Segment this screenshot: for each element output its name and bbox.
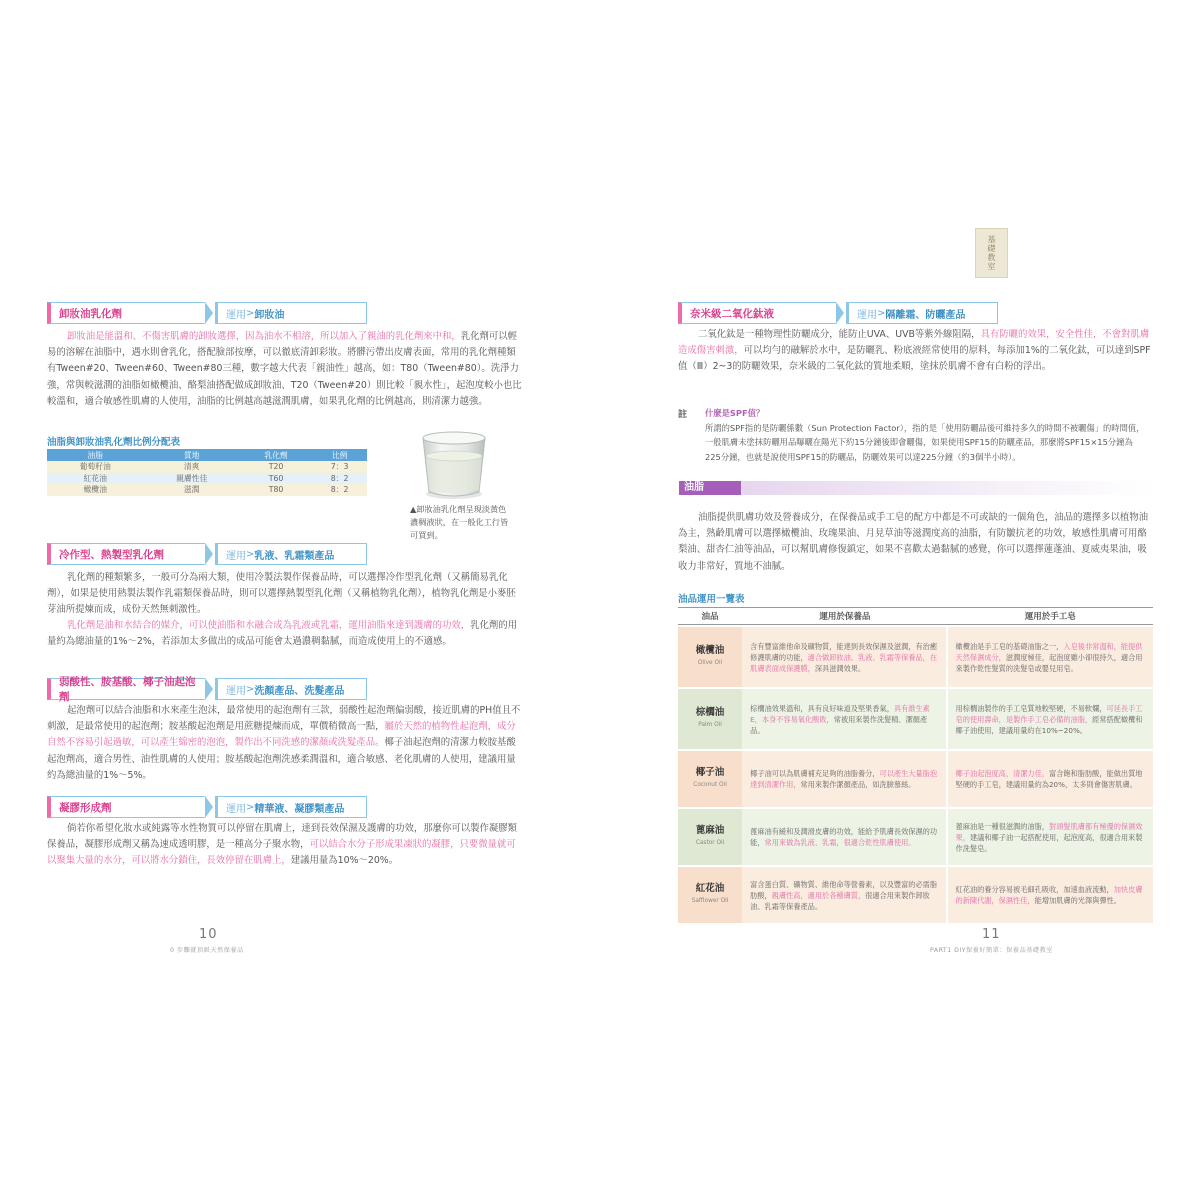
paragraph-titanium: 二氧化鈦是一種物理性防曬成分，能防止UVA、UVB等紫外線阻隔，具有防曬的效果，安全性佳，不會對肌膚造成傷害刺激，可以均勻的融解於水中，是防曬乳、粉底液經常使用的原料，每添加1%的二氧化鈦，可以達到SPF值（Ⅲ）2~3的防曬效果，奈米級的二氧化鈦的質地柔順，塗抹於肌膚不會有白粉的浮出。	[678, 329, 1151, 373]
mix-col-emulsifier: 乳化劑	[240, 449, 312, 461]
section-header-foaming	[47, 676, 367, 703]
table-row: 紅花油 親膚性佳 T60 8：2	[47, 473, 367, 485]
oil-name-zh: 紅花油	[695, 883, 725, 894]
oil-name-en: Palm Oil	[698, 722, 722, 728]
mix-col-ratio: 比例	[312, 449, 367, 461]
table-row	[678, 689, 1153, 749]
table-row: 橄欖油 滋潤 T80 8：2	[47, 484, 367, 496]
section-title: 凝膠形成劑	[47, 796, 205, 818]
oil-soap-cell: 蓖麻油是一種很滋潤的油脂，對頭髮肌膚都有極優的保濕效果，建議和椰子油一起搭配使用，起泡度高，很適合用來製作洗髮皂。	[948, 809, 1153, 865]
oil-name-zh: 椰子油	[695, 767, 725, 778]
paragraph-emulsifier-1: 乳化劑的種類繁多，一般可分為兩大類，使用冷製法製作保養品時，可以選擇冷作型乳化劑（又稱簡易乳化劑），如果是使用熱製法製作乳霜類保養品時，則可以選擇熱製型乳化劑（又稱植物乳化劑），植物乳化劑是小麥胚芽油所提煉而成，成份天然無刺激性。	[47, 572, 516, 616]
oil-care-cell: 富含蛋白質、礦物質、維他命等營養素，以及豐富的必需脂肪酸，親膚性高，適用於各種膚質，很適合用來製作卸妝油、乳霜等保養產品。	[742, 867, 947, 923]
arrow-icon	[205, 302, 213, 324]
section-title: 弱酸性、胺基酸、椰子油起泡劑	[47, 678, 205, 700]
oil-section-band	[679, 481, 1153, 495]
running-footer: PART1 DIY保養好簡單：保養品基礎教室	[930, 947, 1053, 954]
section-use: 運用 > 乳液、乳霜類產品	[215, 543, 367, 565]
section-title: 冷作型、熱製型乳化劑	[47, 543, 205, 565]
mix-table	[47, 449, 367, 496]
table-row	[678, 809, 1153, 865]
oil-name-en: Safflower Oil	[691, 898, 729, 904]
mix-col-oil: 油脂	[47, 449, 143, 461]
section-use: 運用 > 洗顏產品、洗髮產品	[215, 678, 367, 700]
arrow-icon	[205, 543, 213, 565]
oil-col-care: 運用於保養品	[742, 607, 947, 625]
oil-table-title: 油品運用一覽表	[678, 594, 745, 605]
section-header-makeup-remover	[47, 302, 367, 324]
paragraph-makeup-remover: 卸妝油是能溫和、不傷害肌膚的卸妝選擇，因為油水不相溶，所以加入了親油的乳化劑來中和，乳化劑可以輕易的溶解在油脂中，遇水則會乳化，搭配臉部按摩，可以徹底清卸彩妝。將髒污帶出皮膚表面，常用的乳化劑種類有Tween#20、Tween#60、Tween#80三種，數字越大代表「親油性」越高，如：T80（Tween#80）。洗淨力強，常與較滋潤的油脂如橄欖油、酪梨油搭配做成卸妝油、T20（Tween#20）則比較「親水性」，起泡度較小也比較溫和，適合敏感性肌膚的人使用，油脂的比例越高越滋潤肌膚，如果乳化劑的比例越高，則清潔力越強。	[47, 331, 522, 407]
oil-care-cell: 棕櫚油效果溫和，具有良好味道及堅果香氣，具有維生素E，本身不容易氧化酸敗，常被用來製作洗髮精、潔顏產品。	[742, 689, 947, 749]
running-footer: 0 步驟就頂級天然保養品	[170, 947, 244, 954]
paragraph-emulsifier-2: 乳化劑是油和水結合的媒介，可以使油脂和水融合成為乳液或乳霜，運用油脂來達到護膚的功效，乳化劑的用量約為總油量的1%～2%，若添加太多做出的成品可能會太過濃稠黏膩，而造成使用上的不適感。	[47, 620, 518, 648]
section-title: 卸妝油乳化劑	[47, 302, 205, 324]
section-header-gel	[47, 796, 367, 818]
oil-name-zh: 棕櫚油	[695, 707, 725, 718]
oil-name-cell	[678, 689, 742, 749]
oil-care-cell: 蓖麻油有緩和及潤滑皮膚的功效，能給予肌膚長效保濕的功能，常用來做為乳液、乳霜，很適合乾性肌膚使用。	[742, 809, 947, 865]
arrow-icon	[205, 796, 213, 818]
section-title: 奈米級二氧化鈦液	[678, 302, 836, 324]
section-use: 運用 > 卸妝油	[215, 302, 367, 324]
section-use: 運用 > 精華液、凝膠類產品	[215, 796, 367, 818]
photo-caption: ▲卸妝油乳化劑呈現淡黃色濃稠液狀，在一般化工行皆可買到。	[410, 504, 509, 540]
note-tag: 註	[678, 410, 688, 420]
oil-name-en: Olive Oil	[697, 660, 723, 666]
chapter-tab: 基礎教室	[975, 228, 1008, 278]
arrow-icon	[205, 678, 213, 700]
glass-cup-photo	[415, 428, 493, 500]
oil-name-cell	[678, 627, 742, 687]
page-number: 11	[982, 927, 1001, 942]
oil-table	[678, 605, 1153, 925]
oil-care-cell: 椰子油可以為肌膚補充足夠的油脂養分，可以產生大量脂泡達到清潔作用，常用來製作潔顏產品，如洗臉慕絲。	[742, 751, 947, 807]
paragraph-gel: 倘若你希望化妝水或純露等水性物質可以停留在肌膚上，達到長效保濕及護膚的功效，那麼你可以製作凝膠類保養品，凝膠形成劑又稱為速成透明膠，是一種高分子聚水物，可以結合水分子形成果凍狀的凝膠，只要微量就可以聚集大量的水分，可以將水分鎖住，長效停留在肌膚上，建議用量為10%～20%。	[47, 823, 518, 867]
oil-band-label: 油脂	[679, 481, 741, 495]
oil-name-en: Coconut Oil	[693, 782, 727, 788]
mix-table-title: 油脂與卸妝油乳化劑比例分配表	[47, 437, 181, 448]
table-row	[678, 751, 1153, 807]
oil-name-cell	[678, 751, 742, 807]
section-use: 運用 > 隔離霜、防曬產品	[846, 302, 998, 324]
table-row	[678, 627, 1153, 687]
oil-care-cell: 含有豐富維他命及礦物質，能達到長效保濕及滋潤，有治癒修護肌膚的功能，適合做卸妝油、乳液、乳霜等保養品，在肌膚表面成保護膜，深具滋潤效果。	[742, 627, 947, 687]
oil-soap-cell: 椰子油起泡度高，清潔力佳，富含飽和脂肪酸，能做出質地堅硬的手工皂，建議用量約為20%，太多則會傷害肌膚。	[948, 751, 1153, 807]
table-row	[678, 867, 1153, 923]
section-header-titanium	[678, 302, 998, 324]
note-spf	[705, 406, 1145, 464]
page-number: 10	[199, 927, 218, 942]
oil-name-en: Castor Oil	[695, 840, 725, 846]
paragraph-oil-intro: 油脂提供肌膚功效及營養成分，在保養品或手工皂的配方中都是不可或缺的一個角色，油品的選擇多以植物油為主，熟齡肌膚可以選擇橄欖油、玫瑰果油、月見草油等滋潤度高的油脂，有防皺抗老的功效，敏感性肌膚可用酪梨油、甜杏仁油等油品，可以幫肌膚修復鎮定，如果不喜歡太過黏膩的感覺，你可以選擇蓮蓬油、夏威夷果油，吸收力非常好，質地不油膩。	[678, 512, 1149, 572]
oil-soap-cell: 用棕櫚油製作的手工皂質地較堅硬，不易軟爛，可延長手工皂的使用壽命，是製作手工皂必備的油脂，經常搭配橄欖和椰子油使用，建議用量約在10%~20%。	[948, 689, 1153, 749]
paragraph-foaming: 起泡劑可以結合油脂和水來產生泡沫，最常使用的起泡劑有三款，弱酸性起泡劑偏弱酸，接近肌膚的PH值且不刺激，是最常使用的起泡劑；胺基酸起泡劑是用蔗糖提煉而成，單價稍微高一點，屬於天然的植物性起泡劑，成分自然不容易引起過敏，可以產生綿密的泡泡，製作出不同洗感的潔顏或洗髮產品。椰子油起泡劑的清潔力較胺基酸起泡劑高，適合男性、油性肌膚的人使用；胺基酸起泡劑洗感柔潤溫和，適合敏感、老化肌膚的人使用，建議用量約為總油量的1%～5%。	[47, 705, 521, 781]
section-header-emulsifier	[47, 543, 367, 565]
note-question: 什麼是SPF值？	[705, 408, 765, 418]
oil-soap-cell: 橄欖油是手工皂的基礎油脂之一，入皂後非常溫和，能提供天然保濕成分，滋潤度極佳，起泡度雖小卻很持久，適合用來製作乾性髮質的洗髮皂或嬰兒用皂。	[948, 627, 1153, 687]
mix-col-texture: 質地	[143, 449, 239, 461]
oil-col-name: 油品	[678, 607, 742, 625]
oil-col-soap: 運用於手工皂	[948, 607, 1153, 625]
oil-soap-cell: 紅花油的養分容易被毛細孔吸收，加速血液流動，加快皮膚的新陳代謝，保濕性佳，能增加肌膚的光澤與彈性。	[948, 867, 1153, 923]
table-row: 葡萄籽油 清爽 T20 7：3	[47, 461, 367, 473]
oil-name-zh: 蓖麻油	[695, 825, 725, 836]
oil-name-cell	[678, 809, 742, 865]
arrow-icon	[836, 302, 844, 324]
oil-name-cell	[678, 867, 742, 923]
oil-name-zh: 橄欖油	[695, 645, 725, 656]
note-body: 所謂的SPF指的是防曬係數（Sun Protection Factor），指的是「使用防曬品後可維持多久的時間不被曬傷」的時間值，一般肌膚未塗抹防曬用品曝曬在陽光下約15分鐘後即會曬傷，如果使用SPF15的防曬產品，那麼將SPF15×15分鐘為225分鐘，也就是說使用SPF15的防曬品，防曬效果可以達225分鐘（約3個半小時）。	[705, 422, 1145, 462]
